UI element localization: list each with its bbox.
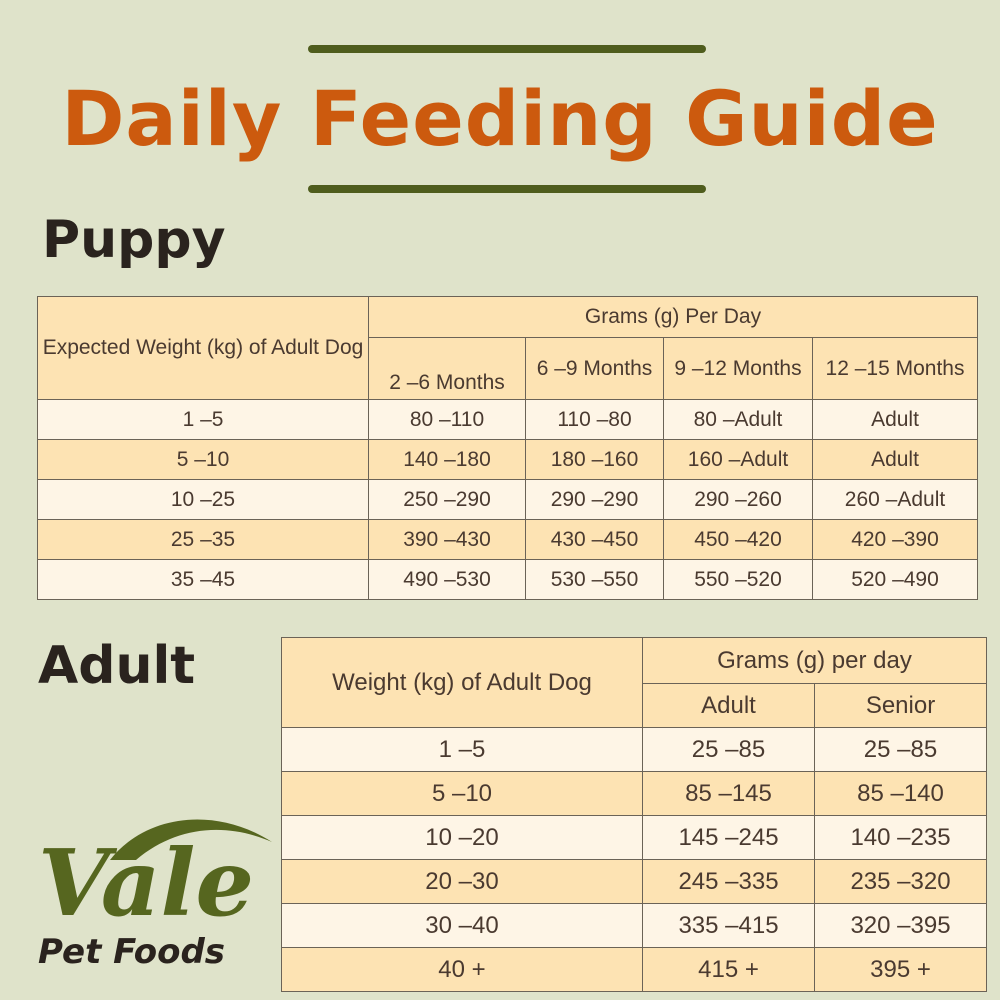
puppy-col-header: 9 –12 Months (664, 338, 813, 400)
table-cell: 10 –20 (282, 816, 643, 860)
adult-grams-header: Grams (g) per day (643, 638, 987, 684)
puppy-col-header: 12 –15 Months (813, 338, 978, 400)
table-cell: 520 –490 (813, 560, 978, 600)
vale-logo (36, 808, 266, 988)
table-cell: 85 –145 (643, 772, 815, 816)
table-cell: 140 –180 (369, 440, 526, 480)
table-cell: 550 –520 (664, 560, 813, 600)
puppy-heading: Puppy (42, 210, 226, 270)
table-cell: 25 –35 (38, 520, 369, 560)
table-cell: 85 –140 (815, 772, 987, 816)
puppy-grams-header: Grams (g) Per Day (369, 297, 978, 338)
table-cell: 5 –10 (38, 440, 369, 480)
puppy-col-header: 2 –6 Months (369, 338, 526, 400)
table-cell: 110 –80 (526, 400, 664, 440)
adult-feeding-table (281, 637, 987, 992)
table-row (38, 480, 978, 520)
table-cell: 35 –45 (38, 560, 369, 600)
table-row (282, 728, 987, 772)
puppy-table-body (38, 400, 978, 600)
table-cell: 450 –420 (664, 520, 813, 560)
table-row (38, 440, 978, 480)
table-cell: 1 –5 (282, 728, 643, 772)
table-row (282, 948, 987, 992)
table-cell: 395 + (815, 948, 987, 992)
puppy-feeding-table (37, 296, 978, 600)
adult-col-header: Adult (643, 684, 815, 728)
table-cell: 20 –30 (282, 860, 643, 904)
page-title: Daily Feeding Guide (61, 74, 939, 163)
table-cell: 30 –40 (282, 904, 643, 948)
table-cell: 235 –320 (815, 860, 987, 904)
adult-heading: Adult (38, 636, 196, 696)
table-cell: 80 –Adult (664, 400, 813, 440)
title-bottom-bar (308, 185, 706, 193)
table-cell: 25 –85 (643, 728, 815, 772)
puppy-col-header: 6 –9 Months (526, 338, 664, 400)
table-cell: 25 –85 (815, 728, 987, 772)
table-cell: 80 –110 (369, 400, 526, 440)
table-cell: 290 –290 (526, 480, 664, 520)
table-cell: 1 –5 (38, 400, 369, 440)
adult-weight-header: Weight (kg) of Adult Dog (282, 638, 643, 728)
table-cell: 245 –335 (643, 860, 815, 904)
puppy-weight-header: Expected Weight (kg) of Adult Dog (38, 297, 369, 400)
table-cell: Adult (813, 400, 978, 440)
table-cell: 10 –25 (38, 480, 369, 520)
table-row (38, 520, 978, 560)
table-row (38, 560, 978, 600)
table-cell: 180 –160 (526, 440, 664, 480)
table-cell: 260 –Adult (813, 480, 978, 520)
table-cell: 290 –260 (664, 480, 813, 520)
title-top-bar (308, 45, 706, 53)
table-cell: 490 –530 (369, 560, 526, 600)
table-cell: 40 + (282, 948, 643, 992)
table-row (282, 860, 987, 904)
table-row (282, 904, 987, 948)
adult-col-header: Senior (815, 684, 987, 728)
table-cell: 335 –415 (643, 904, 815, 948)
table-cell: Adult (813, 440, 978, 480)
table-cell: 145 –245 (643, 816, 815, 860)
table-cell: 320 –395 (815, 904, 987, 948)
adult-table-body (282, 728, 987, 992)
table-row (282, 772, 987, 816)
table-cell: 140 –235 (815, 816, 987, 860)
table-row (38, 400, 978, 440)
table-cell: 530 –550 (526, 560, 664, 600)
table-row (282, 816, 987, 860)
table-cell: 160 –Adult (664, 440, 813, 480)
table-cell: 420 –390 (813, 520, 978, 560)
table-cell: 415 + (643, 948, 815, 992)
table-cell: 430 –450 (526, 520, 664, 560)
logo-wordmark: Vale (38, 829, 255, 937)
table-cell: 5 –10 (282, 772, 643, 816)
table-cell: 390 –430 (369, 520, 526, 560)
table-cell: 250 –290 (369, 480, 526, 520)
logo-subtitle: Pet Foods (38, 932, 226, 972)
